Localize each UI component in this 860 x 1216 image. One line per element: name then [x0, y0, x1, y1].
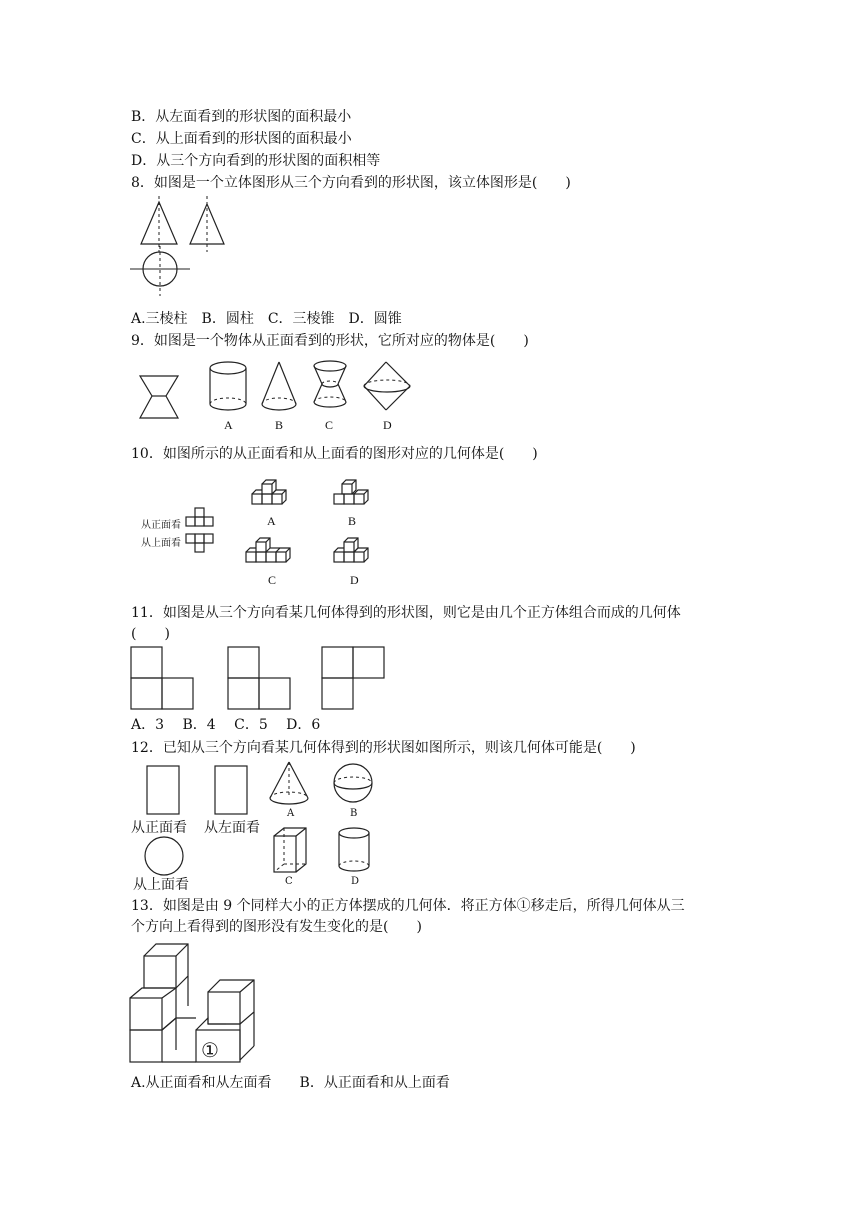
q13-stem-line2: 个方向上看得到的图形没有发生变化的是( ) [131, 919, 422, 935]
option-c-text: C．从上面看到的形状图的面积最小 [131, 131, 352, 147]
q9-label-b: B [275, 418, 284, 432]
q11-view-1 [130, 646, 196, 712]
q12-label-b: B [350, 808, 358, 819]
q10-option-c-cubes [244, 536, 304, 570]
q13-stem: 13．如图是由 9 个同样大小的正方体摆成的几何体．将正方体①移走后，所得几何体从三 [131, 898, 685, 914]
q10-option-a-cubes [250, 478, 296, 512]
q12-left-view [214, 765, 250, 817]
svg-text:①: ① [201, 1040, 219, 1062]
q12-label-c: C [285, 876, 293, 887]
q11-view-2 [227, 646, 293, 712]
q10-label-d: D [350, 573, 359, 587]
q9-option-a-cylinder [206, 360, 252, 416]
q10-label-a: A [267, 514, 276, 528]
q9-front-view-figure [138, 374, 182, 420]
q9-option-c-double-frustum [308, 358, 354, 414]
option-d-text: D．从三个方向看到的形状图的面积相等 [131, 153, 381, 169]
q12-option-a-cone [266, 760, 314, 808]
q10-option-b-cubes [332, 478, 378, 512]
q11-stem: 11．如图是从三个方向看某几何体得到的形状图，则它是由几个正方体组合而成的几何体 [131, 605, 681, 621]
q12-top-label: 从上面看 [133, 877, 189, 893]
q9-label-a: A [224, 418, 233, 432]
q10-stem: 10．如图所示的从正面看和从上面看的图形对应的几何体是( ) [131, 446, 538, 462]
q12-label-d: D [351, 876, 360, 887]
q12-top-view [144, 836, 188, 880]
q10-front-view [186, 506, 220, 532]
q13-options: A.从正面看和从左面看 B．从正面看和从上面看 [131, 1075, 450, 1091]
q8-options: A.三棱柱 B．圆柱 C．三棱锥 D．圆锥 [131, 311, 402, 327]
q12-left-label: 从左面看 [204, 820, 260, 836]
q11-stem-paren: ( ) [131, 626, 170, 642]
q11-options: A．3 B．4 C．5 D．6 [131, 717, 321, 733]
q12-label-a: A [287, 808, 295, 819]
option-b-text: B．从左面看到的形状图的面积最小 [131, 109, 352, 125]
q9-option-d-double-cone [360, 358, 416, 414]
q10-option-d-cubes [332, 536, 378, 570]
q12-option-c-prism [272, 826, 312, 876]
q9-label-c: C [325, 418, 334, 432]
q12-stem: 12．已知从三个方向看某几何体得到的形状图如图所示，则该几何体可能是( ) [131, 740, 636, 756]
q9-label-d: D [383, 418, 392, 432]
q12-front-label: 从正面看 [131, 820, 187, 836]
q9-stem: 9．如图是一个物体从正面看到的形状，它所对应的物体是( ) [131, 333, 529, 349]
q9-option-b-cone [258, 358, 304, 416]
q13-cube-stack-figure [128, 942, 260, 1070]
q12-front-view [146, 765, 182, 817]
q10-label-b: B [348, 514, 357, 528]
q12-option-d-cylinder [336, 826, 376, 876]
q8-three-views-figure [128, 196, 238, 306]
q8-stem: 8．如图是一个立体图形从三个方向看到的形状图，该立体图形是( ) [131, 175, 571, 191]
q11-view-3 [321, 646, 387, 712]
q10-label-c: C [268, 573, 277, 587]
q12-option-b-sphere [332, 762, 378, 808]
q10-top-label: 从上面看 [141, 538, 181, 549]
q10-front-label: 从正面看 [141, 520, 181, 531]
q10-top-view [186, 532, 220, 558]
